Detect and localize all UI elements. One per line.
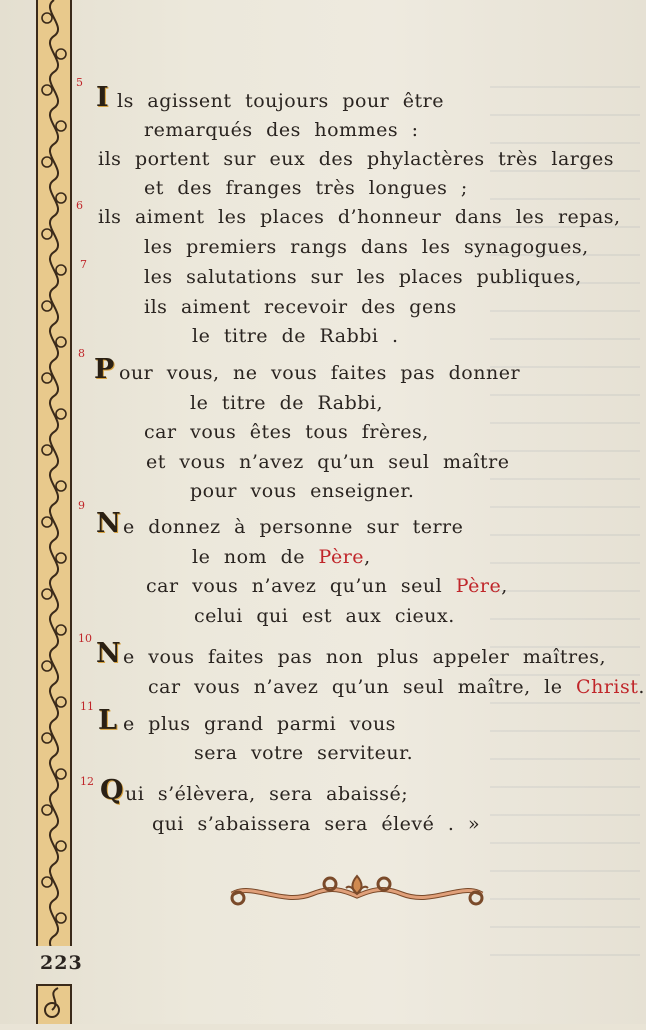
verse-line: sera votre serviteur. bbox=[194, 742, 414, 764]
verse-line: e vous faites pas non plus appeler maîtres, bbox=[123, 646, 607, 668]
verse-number: 10 bbox=[78, 632, 92, 645]
verse-line: our vous, ne vous faites pas donner bbox=[119, 362, 521, 384]
verse-line: ui s’élèvera, sera abaissé; bbox=[125, 783, 409, 805]
verse-line: car vous n’avez qu’un seul Père, bbox=[146, 575, 508, 597]
verse-line: car vous n’avez qu’un seul maître, le Christ. bbox=[148, 676, 645, 698]
rubric-word: Père bbox=[318, 546, 365, 568]
verse-line: ils portent sur eux des phylactères très larges bbox=[98, 148, 615, 170]
verse-line: les premiers rangs dans les synagogues, bbox=[144, 236, 589, 258]
drop-cap: Q bbox=[100, 775, 124, 806]
scroll-vine-icon bbox=[38, 986, 70, 1026]
drop-cap: L bbox=[98, 705, 117, 736]
drop-cap: I bbox=[96, 82, 109, 113]
verse-number: 9 bbox=[78, 499, 85, 512]
drop-cap: N bbox=[96, 638, 121, 669]
verse-line: ls agissent toujours pour être bbox=[117, 90, 445, 112]
verse-line: car vous êtes tous frères, bbox=[144, 421, 429, 443]
verse-line: le titre de Rabbi, bbox=[190, 392, 384, 414]
fleuron-ornament-icon bbox=[222, 872, 492, 912]
verse-number: 12 bbox=[80, 775, 94, 788]
decorative-border-bottom bbox=[36, 984, 72, 1024]
verse-line: pour vous enseigner. bbox=[190, 480, 415, 502]
verse-line: le nom de Père, bbox=[192, 546, 371, 568]
rubric-word: Père bbox=[455, 575, 502, 597]
scroll-vine-icon bbox=[38, 0, 70, 946]
drop-cap: P bbox=[94, 354, 115, 385]
verse-number: 5 bbox=[76, 76, 83, 89]
decorative-border-left bbox=[36, 0, 72, 946]
verse-line: remarqués des hommes : bbox=[144, 119, 419, 141]
verse-line: qui s’abaissera sera élevé . » bbox=[152, 813, 481, 835]
bleed-through-text bbox=[490, 60, 640, 960]
verse-line: e plus grand parmi vous bbox=[123, 713, 396, 735]
verse-number: 8 bbox=[78, 347, 85, 360]
verse-number: 6 bbox=[76, 199, 83, 212]
verse-line: et des franges très longues ; bbox=[144, 177, 468, 199]
verse-line: celui qui est aux cieux. bbox=[194, 605, 455, 627]
verse-line: ils aiment les places d’honneur dans les repas, bbox=[98, 206, 621, 228]
verse-number: 7 bbox=[80, 258, 87, 271]
page-number: 223 bbox=[40, 952, 83, 974]
verse-line: ils aiment recevoir des gens bbox=[144, 296, 457, 318]
verse-line: les salutations sur les places publiques, bbox=[144, 266, 582, 288]
drop-cap: N bbox=[96, 508, 121, 539]
rubric-word: Christ bbox=[576, 676, 639, 698]
verse-number: 11 bbox=[80, 700, 94, 713]
verse-line: le titre de Rabbi . bbox=[192, 325, 399, 347]
verse-line: et vous n’avez qu’un seul maître bbox=[146, 451, 510, 473]
verse-line: e donnez à personne sur terre bbox=[123, 516, 464, 538]
